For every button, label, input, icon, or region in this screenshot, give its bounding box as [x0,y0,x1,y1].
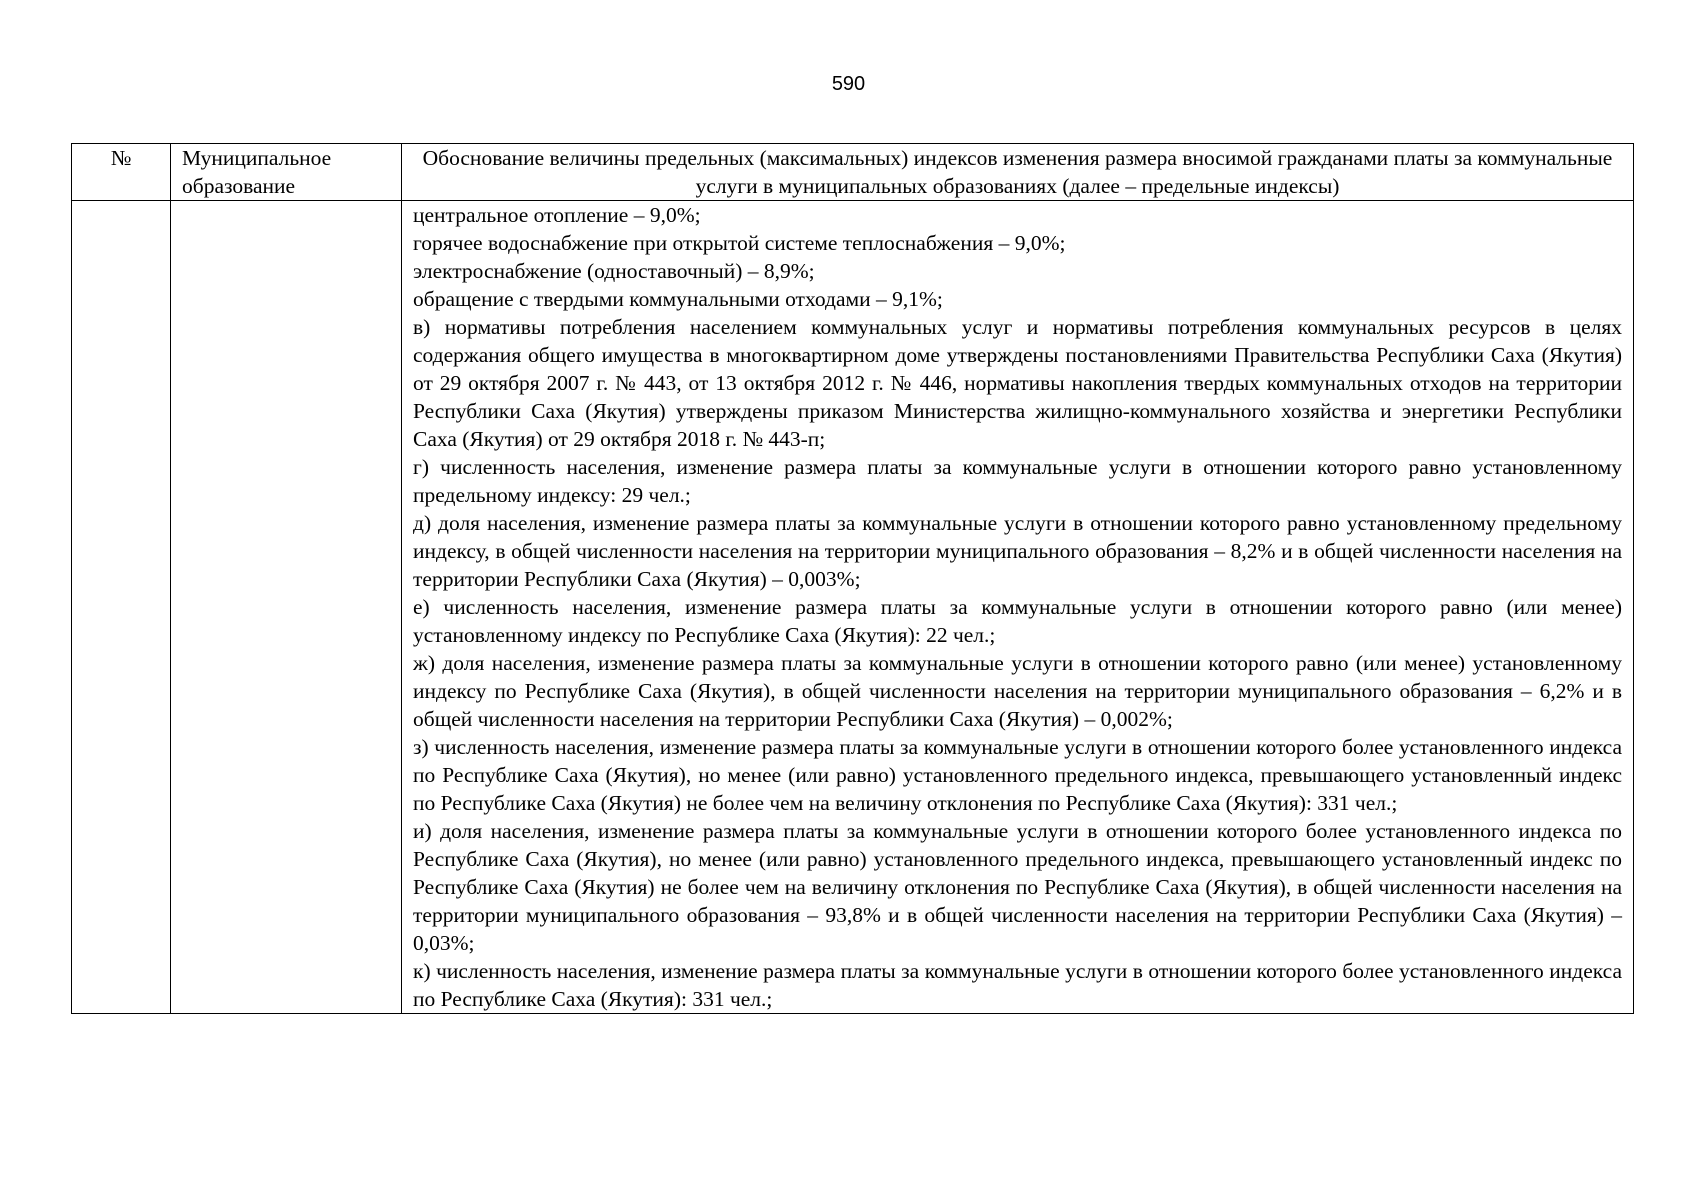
justification-paragraph: з) численность населения, изменение размера платы за коммунальные услуги в отношении которого более установленного индекса по Республике Саха (Якутия), но менее (или равно) установленного предельного индекса, превышающего установленный индекс по Республике Саха (Якутия) не более чем на величину отклонения по Республике Саха (Якутия): 331 чел.; [413,735,1622,815]
justification-table [71,143,1634,1014]
justification-paragraph: г) численность населения, изменение размера платы за коммунальные услуги в отношении которого равно установленному предельному индексу: 29 чел.; [413,455,1622,507]
column-header-justification: Обоснование величины предельных (максимальных) индексов изменения размера вносимой гражданами платы за коммунальные услуги в муниципальных образованиях (далее – предельные индексы) [402,144,1634,201]
justification-paragraph: обращение с твердыми коммунальными отходами – 9,1%; [413,287,943,311]
justification-paragraph: к) численность населения, изменение размера платы за коммунальные услуги в отношении которого более установленного индекса по Республике Саха (Якутия): 331 чел.; [413,959,1622,1011]
cell-municipality [171,201,402,1014]
cell-justification [402,201,1634,1014]
page-number: 590 [831,73,866,95]
justification-paragraph: д) доля населения, изменение размера платы за коммунальные услуги в отношении которого равно установленному предельному индексу, в общей численности населения на территории муниципального образования – 8,2% и в общей численности населения на территории Республики Саха (Якутия) – 0,003%; [413,511,1622,591]
cell-number [72,201,171,1014]
justification-paragraph: в) нормативы потребления населением коммунальных услуг и нормативы потребления коммунальных ресурсов в целях содержания общего имущества в многоквартирном доме утверждены постановлениями Правительства Республики Саха (Якутия) от 29 октября 2007 г. № 443, от 13 октября 2012 г. № 446, нормативы накопления твердых коммунальных отходов на территории Республики Саха (Якутия) утверждены приказом Министерства жилищно-коммунального хозяйства и энергетики Республики Саха (Якутия) от 29 октября 2018 г. № 443-п; [413,315,1622,451]
justification-paragraph: е) численность населения, изменение размера платы за коммунальные услуги в отношении которого равно (или менее) установленному индексу по Республике Саха (Якутия): 22 чел.; [413,595,1622,647]
table-header-row [72,144,1634,201]
table-row [72,201,1634,1014]
column-header-number: № [72,144,171,201]
justification-paragraph: горячее водоснабжение при открытой системе теплоснабжения – 9,0%; [413,231,1066,255]
justification-paragraph: ж) доля населения, изменение размера платы за коммунальные услуги в отношении которого равно (или менее) установленному индексу по Республике Саха (Якутия), в общей численности населения на территории муниципального образования – 6,2% и в общей численности населения на территории Республики Саха (Якутия) – 0,002%; [413,651,1622,731]
justification-paragraph: электроснабжение (одноставочный) – 8,9%; [413,259,815,283]
justification-paragraph: центральное отопление – 9,0%; [413,203,701,227]
column-header-municipality: Муниципальное образование [171,144,402,201]
justification-paragraph: и) доля населения, изменение размера платы за коммунальные услуги в отношении которого более установленного индекса по Республике Саха (Якутия), но менее (или равно) установленного предельного индекса, превышающего установленный индекс по Республике Саха (Якутия) не более чем на величину отклонения по Республике Саха (Якутия), в общей численности населения на территории муниципального образования – 93,8% и в общей численности населения на территории Республики Саха (Якутия) – 0,03%; [413,819,1622,955]
